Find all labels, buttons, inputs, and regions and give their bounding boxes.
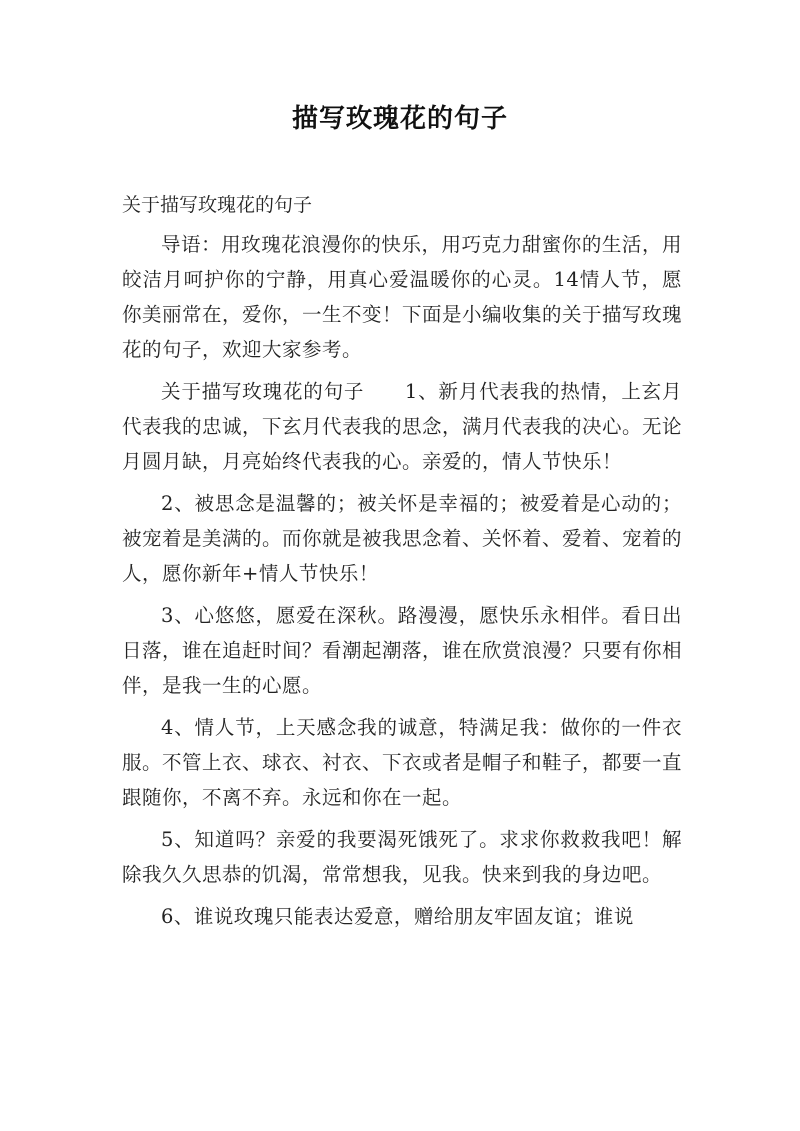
paragraph-intro: 导语：用玫瑰花浪漫你的快乐，用巧克力甜蜜你的生活，用皎洁月呵护你的宁静，用真心爱温暖你的心灵。14情人节，愿你美丽常在，爱你，一生不变！下面是小编收集的关于描写玫瑰花的句子，欢迎大家参考。 (122, 233, 683, 361)
document-subtitle: 关于描写玫瑰花的句子 (122, 194, 313, 216)
paragraph-item-1: 关于描写玫瑰花的句子 1、新月代表我的热情，上玄月代表我的忠诚，下玄月代表我的思念，满月代表我的决心。无论月圆月缺，月亮始终代表我的心。亲爱的，情人节快乐！ (122, 380, 683, 473)
document-body (122, 227, 682, 934)
paragraph-item-6: 6、谁说玫瑰只能表达爱意，赠给朋友牢固友谊；谁说 (161, 905, 634, 928)
paragraph-item-4: 4、情人节，上天感念我的诚意，特满足我：做你的一件衣服。不管上衣、球衣、衬衣、下衣或者是帽子和鞋子，都要一直跟随你，不离不弃。永远和你在一起。 (122, 716, 683, 809)
paragraph-item-2: 2、被思念是温馨的；被关怀是幸福的；被爱着是心动的；被宠着是美满的。而你就是被我思念着、关怀着、爱着、宠着的人，愿你新年+情人节快乐！ (122, 492, 683, 585)
paragraph-item-5: 5、知道吗？亲爱的我要渴死饿死了。求求你救救我吧！解除我久久思恭的饥渴，常常想我，见我。快来到我的身边吧。 (122, 828, 682, 886)
paragraph-item-3: 3、心悠悠，愿爱在深秋。路漫漫，愿快乐永相伴。看日出日落，谁在追赶时间？看潮起潮落，谁在欣赏浪漫？只要有你相伴，是我一生的心愿。 (122, 604, 683, 697)
document-title: 描写玫瑰花的句子 (291, 104, 508, 134)
